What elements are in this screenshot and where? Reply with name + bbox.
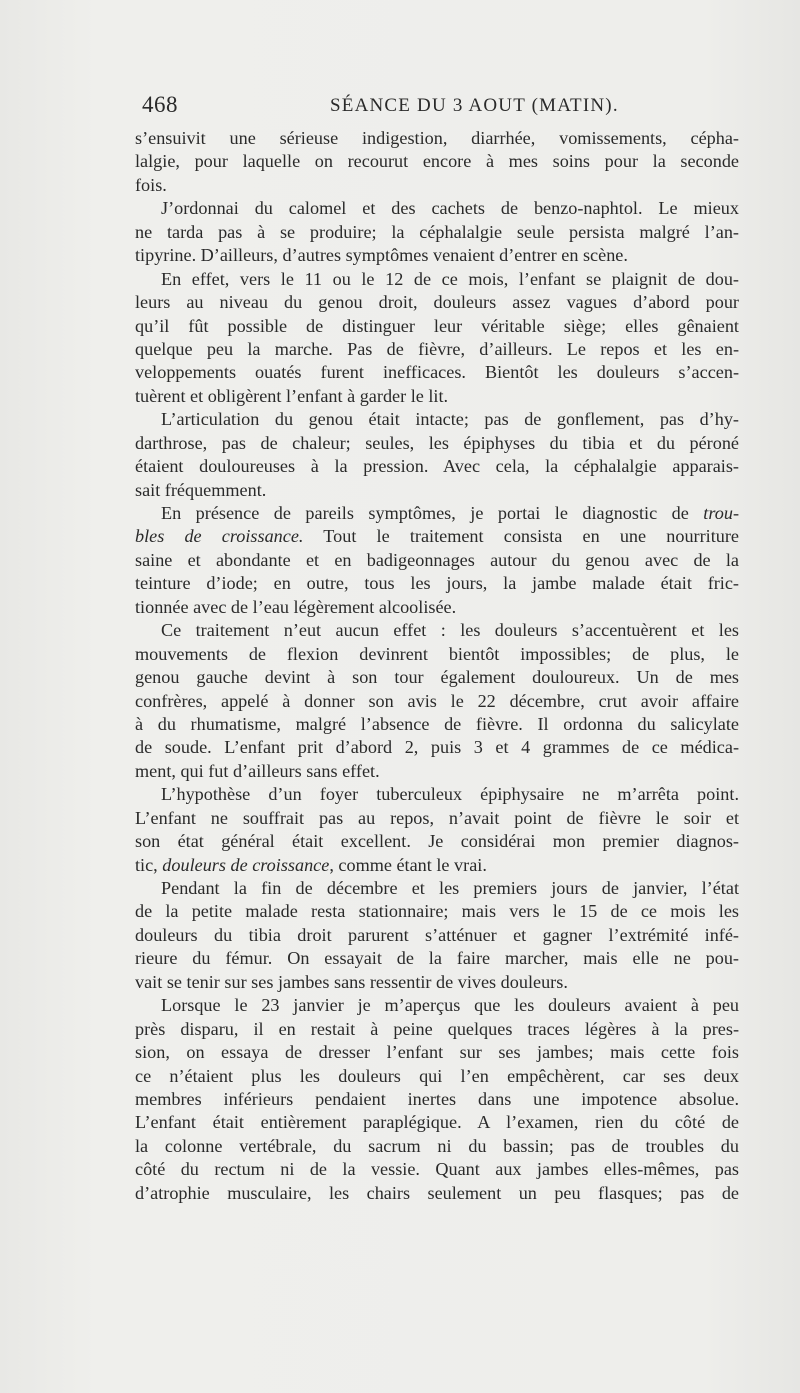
- text-line: à du rhumatisme, malgré l’absence de fièvre. Il ordonna du salicylate: [135, 713, 739, 734]
- text-line: tuèrent et obligèrent l’enfant à garder le lit.: [135, 385, 449, 406]
- text-line: vait se tenir sur ses jambes sans ressentir de vives douleurs.: [135, 971, 568, 992]
- page-number: 468: [142, 92, 178, 117]
- text-line: Ce traitement n’eut aucun effet : les douleurs s’accentuèrent et les: [161, 620, 739, 641]
- text-line: lalgie, pour laquelle on recourut encore à mes soins pour la seconde: [135, 151, 739, 172]
- text-line: quelque peu la marche. Pas de fièvre, d’ailleurs. Le repos et les en-: [135, 338, 739, 359]
- running-title: SÉANCE DU 3 AOUT (MATIN).: [330, 95, 619, 116]
- text-line: L’enfant était entièrement paraplégique. A l’examen, rien du côté de: [135, 1112, 739, 1133]
- text-line: mouvements de flexion devinrent bientôt impossibles; de plus, le: [135, 643, 739, 664]
- text-line: étaient douloureuses à la pression. Avec cela, la céphalalgie apparais-: [135, 456, 739, 477]
- text-line: ne tarda pas à se produire; la céphalalgie seule persista malgré l’an-: [135, 221, 739, 242]
- text-line: J’ordonnai du calomel et des cachets de benzo-naphtol. Le mieux: [161, 198, 739, 219]
- text-line: d’atrophie musculaire, les chairs seulement un peu flasques; pas de: [135, 1182, 739, 1203]
- text-line: bles de croissance. Tout le traitement consista en une nourriture: [135, 526, 739, 547]
- text-line: sait fréquemment.: [135, 479, 267, 500]
- text-line: près disparu, il en restait à peine quelques traces légères à la pres-: [135, 1018, 739, 1039]
- text-line: tionnée avec de l’eau légèrement alcoolisée.: [135, 596, 457, 617]
- text-line: son état général était excellent. Je considérai mon premier diagnos-: [135, 831, 739, 852]
- body-text: [135, 127, 739, 1205]
- text-line: leurs au niveau du genou droit, douleurs assez vagues d’abord pour: [135, 292, 739, 313]
- text-line: tipyrine. D’ailleurs, d’autres symptômes venaient d’entrer en scène.: [135, 245, 628, 266]
- text-line: Pendant la fin de décembre et les premiers jours de janvier, l’état: [161, 878, 739, 898]
- text-line: de la petite malade resta stationnaire; mais vers le 15 de ce mois les: [135, 901, 739, 922]
- text-line: fois.: [135, 174, 167, 195]
- text-line: saine et abondante et en badigeonnages autour du genou avec de la: [135, 549, 739, 570]
- text-line: tic, douleurs de croissance, comme étant le vrai.: [135, 854, 487, 875]
- text-line: sion, on essaya de dresser l’enfant sur ses jambes; mais cette fois: [135, 1042, 739, 1063]
- text-line: côté du rectum ni de la vessie. Quant aux jambes elles-mêmes, pas: [135, 1159, 739, 1180]
- text-line: Lorsque le 23 janvier je m’aperçus que les douleurs avaient à peu: [161, 995, 739, 1016]
- text-line: darthrose, pas de chaleur; seules, les épiphyses du tibia et du péroné: [135, 432, 739, 453]
- page-header: [142, 92, 738, 124]
- text-line: s’ensuivit une sérieuse indigestion, diarrhée, vomissements, cépha-: [135, 128, 739, 148]
- text-line: L’enfant ne souffrait pas au repos, n’avait point de fièvre le soir et: [135, 807, 739, 828]
- text-line: veloppements ouatés furent inefficaces. Bientôt les douleurs s’accen-: [135, 362, 739, 383]
- text-line: ce n’étaient plus les douleurs qui l’en empêchèrent, car ses deux: [135, 1065, 739, 1086]
- text-line: de soude. L’enfant prit d’abord 2, puis 3 et 4 grammes de ce médica-: [135, 737, 739, 758]
- text-line: rieure du fémur. On essayait de la faire marcher, mais elle ne pou-: [135, 948, 739, 969]
- text-line: genou gauche devint à son tour également douloureux. Un de mes: [135, 667, 739, 688]
- text-line: membres inférieurs pendaient inertes dans une impotence absolue.: [135, 1088, 739, 1109]
- text-line: L’hypothèse d’un foyer tuberculeux épiphysaire ne m’arrêta point.: [161, 784, 739, 805]
- text-line: ment, qui fut d’ailleurs sans effet.: [135, 760, 380, 781]
- text-line: confrères, appelé à donner son avis le 22 décembre, crut avoir affaire: [135, 690, 739, 711]
- text-line: qu’il fût possible de distinguer leur véritable siège; elles gênaient: [135, 315, 739, 336]
- text-line: En effet, vers le 11 ou le 12 de ce mois, l’enfant se plaignit de dou-: [161, 268, 739, 289]
- text-line: la colonne vertébrale, du sacrum ni du bassin; pas de troubles du: [135, 1135, 739, 1156]
- text-line: douleurs du tibia droit parurent s’atténuer et gagner l’extrémité infé-: [135, 924, 739, 945]
- text-line: En présence de pareils symptômes, je portai le diagnostic de trou-: [161, 503, 739, 523]
- text-line: teinture d’iode; en outre, tous les jours, la jambe malade était fric-: [135, 573, 739, 594]
- text-line: L’articulation du genou était intacte; pas de gonflement, pas d’hy-: [161, 409, 739, 430]
